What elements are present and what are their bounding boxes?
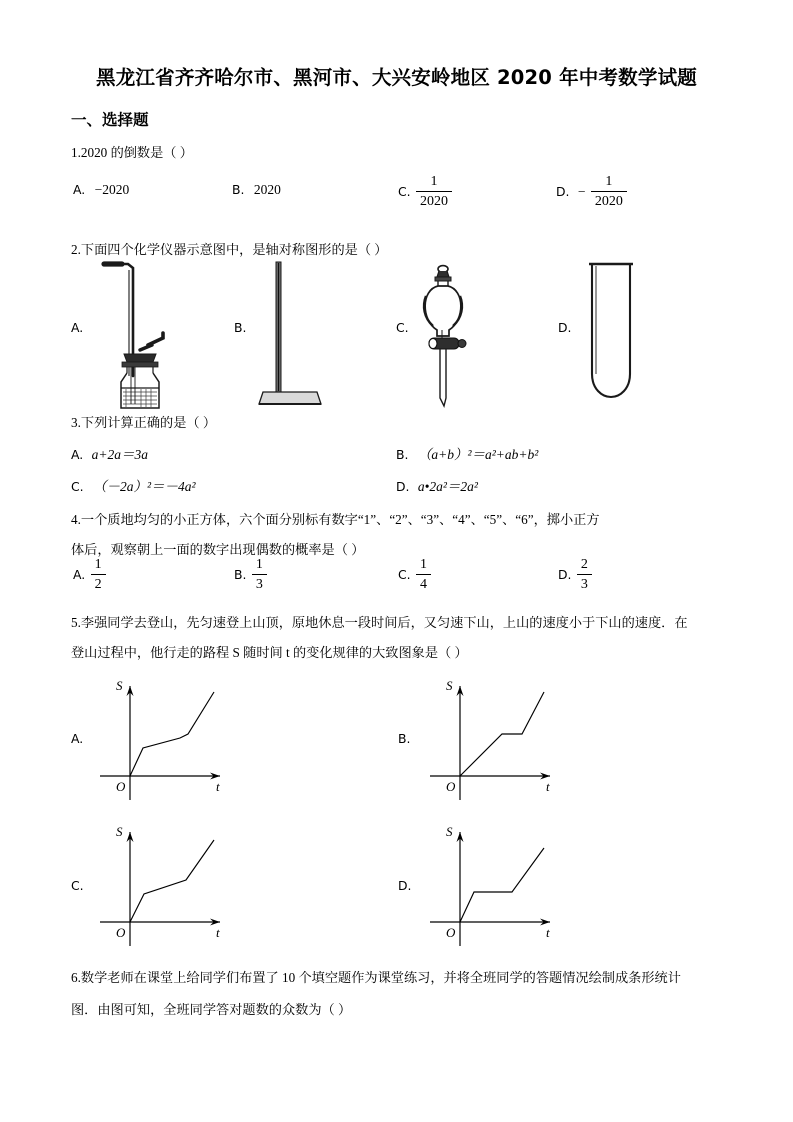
- question-4-stem-line-1: 4.一个质地均匀的小正方体，六个面分别标有数字“1”、“2”、“3”、“4”、“5”、“6”，掷小正方: [71, 512, 600, 527]
- question-5-option-d-label: D.: [398, 878, 412, 893]
- svg-text:t: t: [546, 925, 550, 940]
- option-label: B.: [234, 567, 247, 583]
- wash-bottle-icon: [100, 258, 192, 410]
- option-label: D.: [556, 184, 570, 200]
- option-label: C.: [398, 567, 411, 583]
- question-5-stem-line-2: 登山过程中，他行走的路程 S 随时间 t 的变化规律的大致图象是（ ）: [71, 645, 468, 660]
- option-label: A.: [71, 447, 84, 462]
- page-title: 黑龙江省齐齐哈尔市、黑河市、大兴安岭地区 2020 年中考数学试题: [96, 66, 697, 89]
- question-5-option-c-label: C.: [71, 878, 84, 893]
- svg-text:S: S: [446, 678, 453, 693]
- question-2-stem: 2.下面四个化学仪器示意图中，是轴对称图形的是（ ）: [71, 242, 388, 257]
- option-expression: a•2a²＝2a²: [417, 479, 478, 494]
- separatory-funnel-icon: [415, 258, 487, 410]
- fraction-numerator: 1: [416, 557, 431, 575]
- svg-text:O: O: [446, 925, 456, 940]
- fraction-denominator: 2020: [419, 194, 448, 209]
- graph-option-c: [98, 822, 233, 950]
- question-6-stem-line-2: 图．由图可知，全班同学答对题数的众数为（ ）: [71, 1002, 352, 1017]
- fraction: [577, 557, 592, 593]
- fraction: [416, 557, 431, 593]
- svg-text:t: t: [216, 925, 220, 940]
- fraction-numerator: 1: [252, 557, 267, 575]
- option-label: A.: [73, 182, 86, 197]
- svg-text:t: t: [546, 779, 550, 794]
- question-2-option-a-label: A.: [71, 320, 84, 335]
- question-6-stem-line-1: 6.数学老师在课堂上给同学们布置了 10 个填空题作为课堂练习，并将全班同学的答题情况绘制成条形统计: [71, 970, 681, 985]
- option-label: D.: [396, 479, 410, 494]
- question-3-option-d: [396, 475, 478, 495]
- question-4-stem-line-2: 体后，观察朝上一面的数字出现偶数的概率是（ ）: [71, 542, 365, 557]
- fraction: [591, 174, 627, 210]
- fraction-denominator: 2: [94, 577, 102, 592]
- iron-stand-rod-icon: [255, 258, 335, 410]
- option-label: C.: [398, 184, 411, 200]
- question-1-stem: 1.2020 的倒数是（ ）: [71, 145, 193, 160]
- question-2-option-c-label: C.: [396, 320, 409, 335]
- question-5-option-a-label: A.: [71, 731, 84, 746]
- svg-text:O: O: [446, 779, 456, 794]
- graph-option-d: [428, 822, 563, 950]
- fraction-denominator: 4: [419, 577, 427, 592]
- option-label: B.: [232, 182, 245, 197]
- option-label: D.: [558, 567, 572, 583]
- section-heading: 一、选择题: [71, 111, 149, 129]
- option-value: 2020: [253, 182, 281, 197]
- question-1-option-b: [232, 182, 281, 198]
- fraction-denominator: 3: [255, 577, 263, 592]
- fraction: [91, 557, 106, 593]
- question-4-option-d: [558, 558, 594, 594]
- option-expression: a+2a＝3a: [91, 447, 148, 462]
- svg-text:t: t: [216, 779, 220, 794]
- svg-text:S: S: [116, 824, 123, 839]
- graph-option-b: [428, 676, 563, 804]
- question-3-option-b: [396, 443, 538, 463]
- test-tube-icon: [578, 258, 658, 410]
- fraction-numerator: 1: [91, 557, 106, 575]
- fraction: [416, 174, 452, 210]
- fraction-numerator: 1: [591, 174, 627, 192]
- svg-text:S: S: [116, 678, 123, 693]
- graph-option-a: [98, 676, 233, 804]
- negative-sign: −: [577, 184, 586, 200]
- question-2-option-b-label: B.: [234, 320, 247, 335]
- question-4-option-b: [234, 558, 269, 594]
- question-3-stem: 3.下列计算正确的是（ ）: [71, 415, 217, 430]
- question-5-stem-line-1: 5.李强同学去登山，先匀速登上山顶，原地休息一段时间后，又匀速下山，上山的速度小于下山的速度．在: [71, 615, 688, 630]
- option-label: A.: [73, 567, 86, 583]
- question-3-option-a: [71, 443, 148, 463]
- question-1-option-c: [398, 175, 454, 211]
- svg-text:S: S: [446, 824, 453, 839]
- question-2-option-d-label: D.: [558, 320, 572, 335]
- fraction-numerator: 1: [416, 174, 452, 192]
- svg-text:O: O: [116, 779, 126, 794]
- option-label: B.: [396, 447, 409, 462]
- question-4-option-c: [398, 558, 433, 594]
- fraction: [252, 557, 267, 593]
- question-1-option-d: [556, 175, 629, 211]
- question-5-option-b-label: B.: [398, 731, 411, 746]
- option-expression: （a+b）²＝a²+ab+b²: [417, 447, 539, 462]
- question-1-option-a: [73, 182, 129, 198]
- question-3-option-c: [71, 475, 196, 495]
- fraction-denominator: 2020: [594, 194, 623, 209]
- svg-text:O: O: [116, 925, 126, 940]
- fraction-denominator: 3: [580, 577, 588, 592]
- option-label: C.: [71, 479, 84, 494]
- fraction-numerator: 2: [577, 557, 592, 575]
- question-4-option-a: [73, 558, 108, 594]
- option-value: −2020: [94, 182, 130, 197]
- option-expression: （－2a）²＝－4a²: [92, 479, 196, 494]
